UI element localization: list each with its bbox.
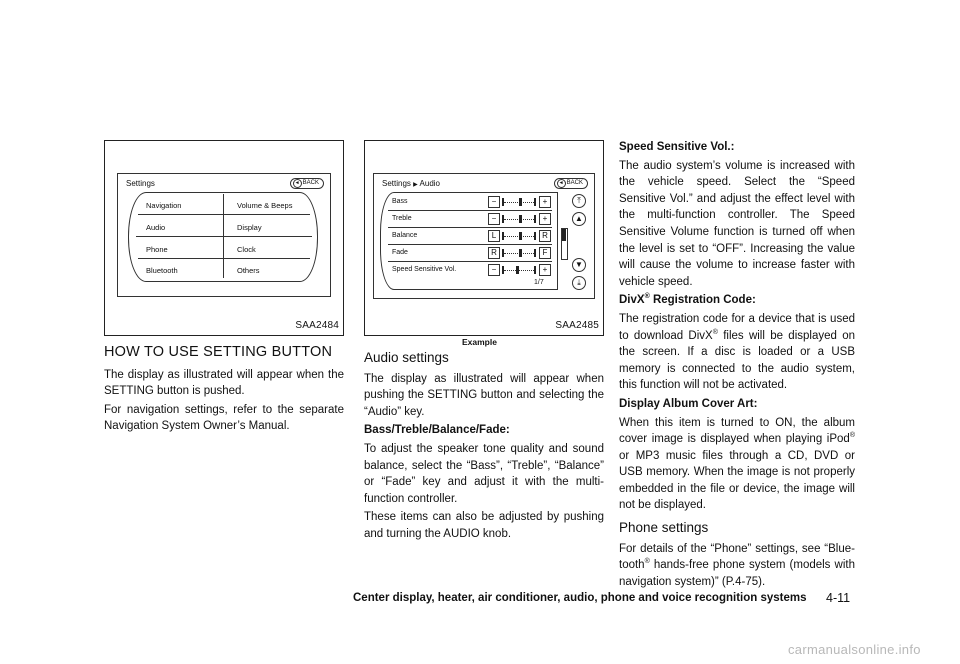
back-arrow-icon: ◄ [293,179,302,188]
menu-item-volume-beeps: Volume & Beeps [237,201,293,210]
audio-row-level-marker [519,249,522,257]
scroll-up-icon: ▲ [572,212,586,226]
audio-row-right-button: + [539,264,551,276]
audio-row-right-button: R [539,230,551,242]
menu-item-others: Others [237,266,260,275]
registered-mark: ® [712,328,718,336]
text-run: The registration code for a device that is used to download DivX [619,312,855,342]
text-run: For details of the “Phone” settings, see “Blue-tooth [619,542,855,572]
audio-row-label: Fade [392,249,408,256]
audio-row-level-marker [519,215,522,223]
audio-row-track-end [502,198,504,206]
divx-text: DivX [619,294,645,307]
scrollbar-thumb [562,229,566,241]
page-number: 4-11 [826,591,851,605]
back-button [290,178,324,189]
audio-row-left-button: − [488,213,500,225]
menu-item-display: Display [237,223,262,232]
item-heading: Bass/Treble/Balance/Fade: [364,424,510,437]
registered-mark: ® [644,293,650,301]
audio-row-right-button: + [539,196,551,208]
audio-row-level-marker [519,232,522,240]
paragraph: The display as illustrated will appear when pushing the SETTING button and selecting the “Audio” key. [364,372,604,418]
paragraph: The display as illustrated will appear when the SETTING button is pushed. [104,368,344,398]
text-run: or MP3 music files through a CD, DVD or USB memory. When the image is not properly embedded in the file or device, the image will not be displayed. [619,449,855,512]
audio-row-track-end [502,232,504,240]
item-heading [619,292,855,309]
text-run: files will be displayed on the screen. If a disc is loaded or a USB memory is connected to the audio system, this function will not be activated. [619,329,855,392]
paragraph: For navigation settings, refer to the separate Navigation System Owner’s Manual. [104,403,344,433]
audio-row-divider [388,244,552,245]
audio-row-level-marker [516,266,519,274]
audio-row-label: Balance [392,232,418,239]
back-label: BACK [302,180,319,186]
figure-settings-screen [104,140,344,336]
menu-item-phone: Phone [146,245,168,254]
audio-row-track-end [502,249,504,257]
page-footer-title: Center display, heater, air conditioner, audio, phone and voice recognition systems [353,592,807,604]
audio-row-track-end [534,249,536,257]
menu-item-audio: Audio [146,223,166,232]
figure-id: SAA2485 [555,320,599,331]
section-heading: HOW TO USE SETTING BUTTON [104,344,333,360]
menu-item-navigation: Navigation [146,201,182,210]
paragraph [619,541,855,591]
page-bottom-icon: ⤓ [572,276,586,290]
menu-item-clock: Clock [237,245,256,254]
screen-title: Settings [126,179,155,188]
registered-mark: ® [849,432,855,440]
audio-row-track-end [534,266,536,274]
menu-item-bluetooth: Bluetooth [146,266,178,275]
audio-row-left-button: − [488,196,500,208]
middle-column [364,350,604,545]
right-column [619,139,855,592]
audio-row-left-button: − [488,264,500,276]
item-heading: Speed Sensitive Vol.: [619,141,735,153]
text-run: hands-free phone system (models with navigation system)” (P.4-75). [619,559,855,588]
audio-row-track-end [502,215,504,223]
paragraph: To adjust the speaker tone quality and sound balance, select the “Bass”, “Treble”, “Balance” or “Fade” key and adjust it with the multi-function controller. [364,442,604,505]
audio-list-panel [380,192,558,290]
screen-title [382,179,440,188]
audio-row-right-button: F [539,247,551,259]
subsection-heading: Audio settings [364,350,449,365]
page-indicator: 1/7 [534,279,544,286]
audio-row-left-button: R [488,247,500,259]
title-audio: Audio [419,179,441,188]
audio-row-track [504,270,534,271]
title-settings: Settings [382,179,411,188]
page-top-icon: ⤒ [572,194,586,208]
left-column [104,344,344,437]
figure-id: SAA2484 [295,320,339,331]
subsection-heading: Phone settings [619,520,709,536]
audio-row-label: Bass [392,198,408,205]
audio-row-divider [388,227,552,228]
paragraph: These items can also be adjusted by pushing and turning the AUDIO knob. [364,511,604,540]
audio-row-track-end [534,232,536,240]
audio-row-label: Speed Sensitive Vol. [392,266,457,273]
paragraph [619,415,855,515]
audio-row-level-marker [519,198,522,206]
text-run: When this item is turned to ON, the album cover image is displayed when playing iPod [619,416,855,446]
registration-code-text: Registration Code: [649,294,756,307]
audio-row-track-end [502,266,504,274]
settings-screen-illustration [117,173,331,297]
paragraph [619,311,855,394]
audio-row-left-button: L [488,230,500,242]
audio-screen-illustration [373,173,595,299]
watermark: carmanualsonline.info [788,642,921,657]
audio-row-divider [388,261,552,262]
item-heading: Display Album Cover Art: [619,397,758,410]
back-button [554,178,588,189]
registered-mark: ® [644,558,650,566]
figure-caption: Example [462,337,497,347]
back-label: BACK [566,180,583,186]
audio-row-track-end [534,215,536,223]
back-arrow-icon: ◄ [557,179,566,188]
audio-row-divider [388,210,552,211]
audio-row-label: Treble [392,215,412,222]
audio-row-track-end [534,198,536,206]
figure-audio-settings-screen [364,140,604,336]
scroll-down-icon: ▼ [572,258,586,272]
paragraph: The audio system’s volume is increased with the vehicle speed. Select the “Speed Sensitive Vol.” and adjust the effect level with the multi-function controller. The Speed Sensitive Volume function is turned off when the level is set to “OFF”. Increasing the value will cause the volume to increase faster with vehicle speed. [619,159,855,288]
breadcrumb-arrow-icon: ▶ [413,182,418,188]
audio-row-right-button: + [539,213,551,225]
